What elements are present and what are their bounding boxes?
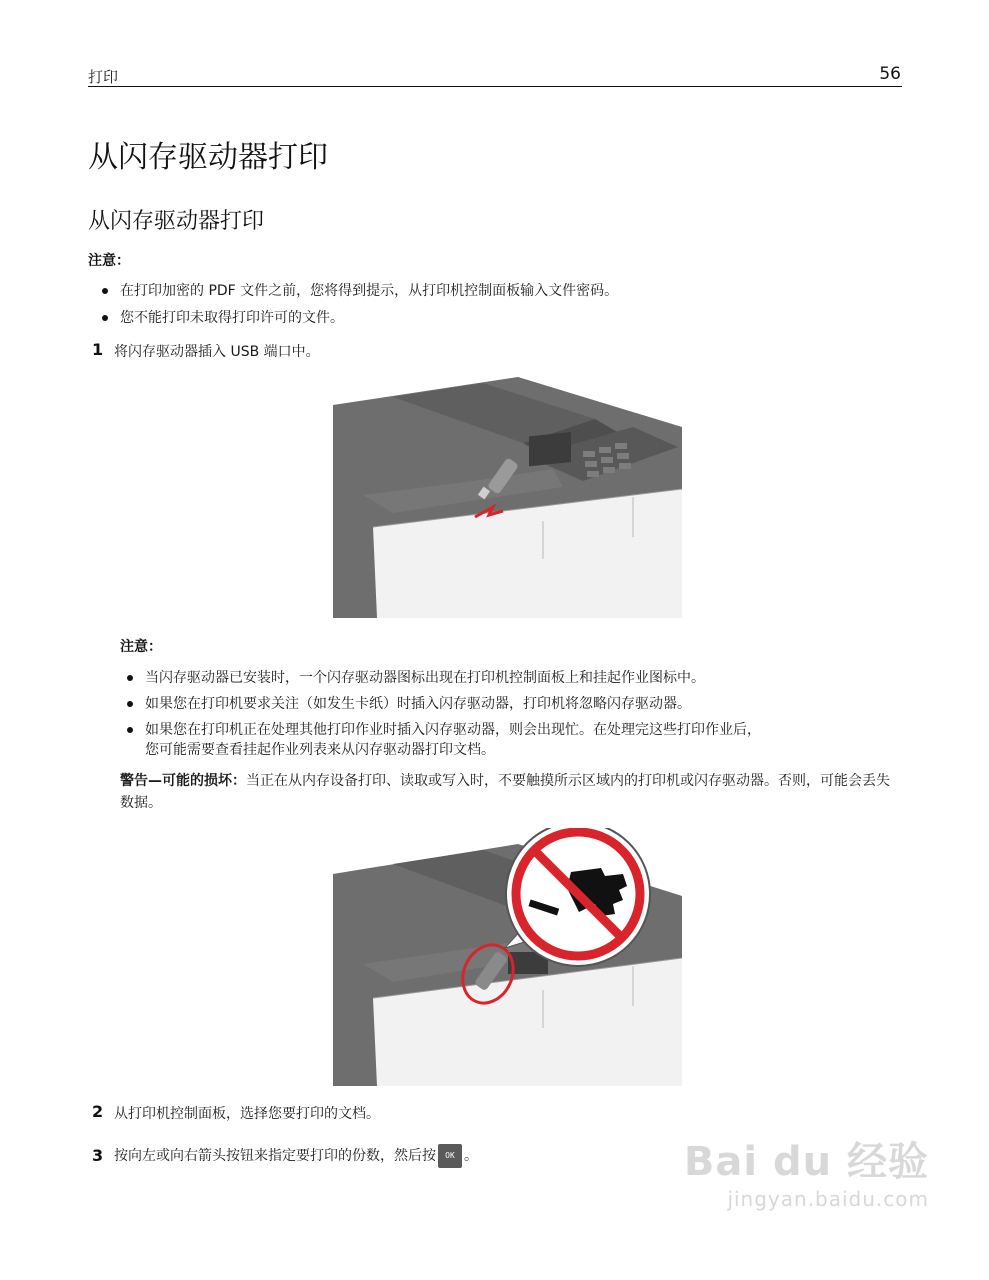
- bullet-icon: [102, 315, 108, 321]
- baidu-watermark: [684, 1130, 929, 1211]
- step-text: 按向左或向右箭头按钮来指定要打印的份数，然后按 OK 。: [114, 1144, 478, 1168]
- step-number: 2: [92, 1102, 104, 1121]
- note-item: 您不能打印未取得打印许可的文件。: [120, 306, 344, 330]
- bullet-icon: [127, 727, 133, 733]
- prohibit-icon: [506, 828, 650, 966]
- header-section: 打印: [88, 68, 119, 86]
- step-text: 将闪存驱动器插入 USB 端口中。: [114, 344, 320, 360]
- bullet-icon: [127, 675, 133, 681]
- note-item: 如果您在打印机正在处理其他打印作业时插入闪存驱动器，则会出现忙。在处理完这些打印作业后，: [145, 718, 761, 742]
- do-not-touch-illustration: [333, 828, 682, 1086]
- bullet-icon: [127, 701, 133, 707]
- watermark-logo: Bai du 经验: [683, 1139, 929, 1185]
- note-item-continuation: 您可能需要查看挂起作业列表来从闪存驱动器打印文档。: [145, 742, 495, 758]
- step-text: 从打印机控制面板，选择您要打印的文档。: [114, 1106, 380, 1122]
- step-number: 1: [92, 340, 104, 359]
- warning-text: 警告—可能的损坏：当正在从内存设备打印、读取或写入时，不要触摸所示区域内的打印机或闪存驱动器。否则，可能会丢失数据。: [120, 773, 890, 811]
- note-item: 如果您在打印机要求关注（如发生卡纸）时插入闪存驱动器，打印机将忽略闪存驱动器。: [145, 692, 691, 716]
- section-title: 从闪存驱动器打印: [88, 209, 265, 234]
- header-divider: [88, 86, 902, 87]
- bullet-icon: [102, 288, 108, 294]
- ok-button-icon: OK: [438, 1144, 462, 1168]
- step-number: 3: [92, 1146, 104, 1165]
- note-label: 注意：: [120, 639, 162, 655]
- note-label: 注意：: [88, 253, 130, 269]
- printer-insert-usb-illustration: [333, 377, 682, 618]
- page-title: 从闪存驱动器打印: [88, 140, 328, 175]
- note-item: 当闪存驱动器已安装时，一个闪存驱动器图标出现在打印机控制面板上和挂起作业图标中。: [145, 666, 705, 690]
- watermark-url: jingyan.baidu.com: [727, 1187, 929, 1211]
- warning-label: 警告—可能的损坏：: [120, 773, 246, 789]
- note-item: 在打印加密的 PDF 文件之前，您将得到提示，从打印机控制面板输入文件密码。: [120, 279, 618, 303]
- page-number: 56: [879, 64, 901, 84]
